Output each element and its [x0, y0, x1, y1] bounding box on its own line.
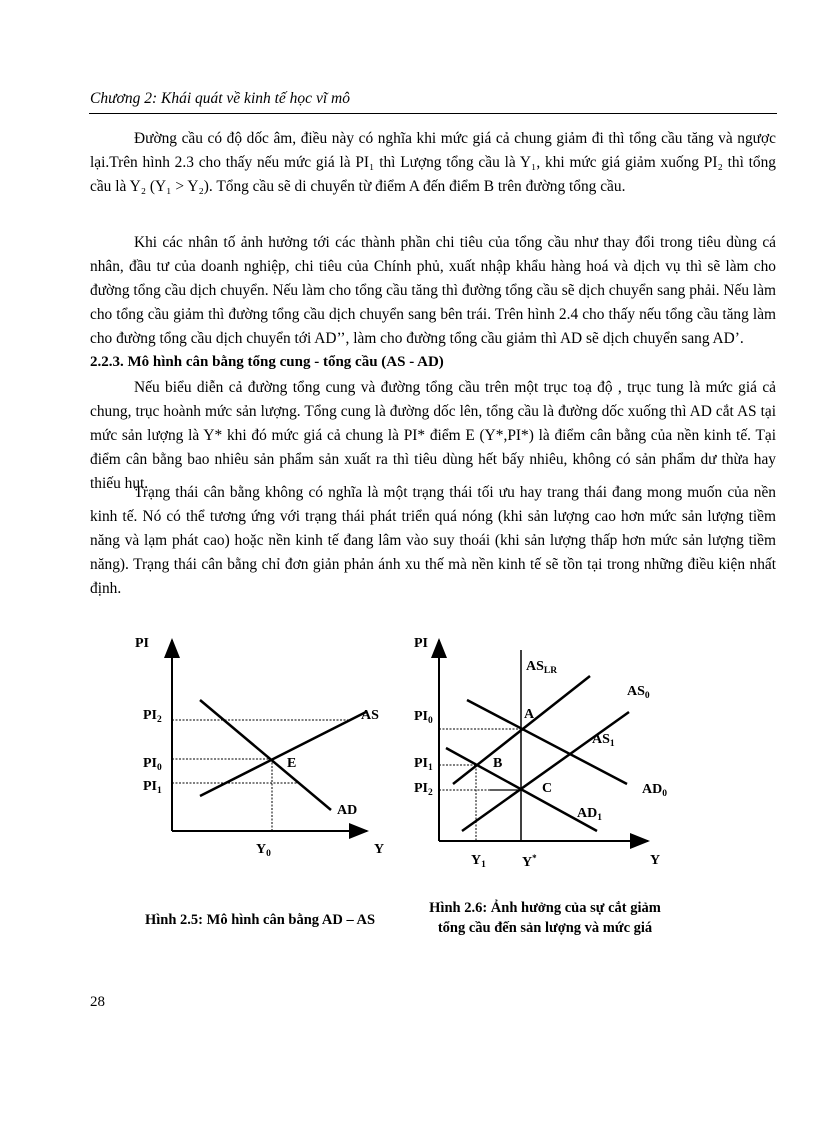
fig1-y-axis-label: PI: [135, 636, 149, 651]
figure1-caption: Hình 2.5: Mô hình cân bằng AD – AS: [145, 912, 376, 928]
fig1-as-curve: [200, 712, 366, 796]
section-heading: 2.2.3. Mô hình cân bằng tổng cung - tổng cầu (AS - AD): [90, 354, 444, 370]
fig2-pi1-label: $PI_1$: [414, 756, 433, 773]
fig1-ad-curve: [200, 700, 331, 810]
fig2-point-c-label: C: [542, 781, 553, 796]
fig1-x-axis-label: Y: [374, 842, 385, 857]
fig2-pi2-label: $PI_2$: [414, 781, 433, 798]
figure2-caption-line1: Hình 2.6: Ảnh hưởng của sự cắt giảm: [429, 900, 661, 916]
fig1-pi0-label: $PI_0$: [143, 756, 162, 773]
fig2-y-axis-label: PI: [414, 636, 428, 651]
fig2-aslr-label: $AS_{LR}$: [526, 659, 558, 676]
fig1-as-label: AS: [361, 708, 379, 723]
paragraph-equilibrium-state: Trạng thái cân bằng không có nghĩa là một trạng thái tối ưu hay trang thái đang mong muốn của nền kinh tế. Nó có thể tương ứng với trạng thái phát triển quá nóng (khi sản lượng cao hơn mức sản lượng tiềm năng và lạm phát cao) hoặc nền kinh tế đang lâm vào suy thoái (khi sản lượng thấp hơn mức sản lượng tiềm năng). Trạng thái cân bằng chỉ đơn giản phản ánh xu thế mà nền kinh tế sẽ tồn tại trong những điều kiện nhất định.: [90, 484, 776, 597]
fig2-y1-label: $Y_1$: [471, 853, 486, 870]
fig2-as1-label: $AS_1$: [592, 732, 615, 749]
fig1-pi2-label: $PI_2$: [143, 708, 162, 725]
page-number: 28: [90, 994, 105, 1010]
fig2-point-a-label: A: [524, 707, 535, 722]
paragraph-aggregate-demand-slope: Đường cầu có độ dốc âm, điều này có nghĩa khi mức giá cả chung giảm đi thì tổng cầu tăng và ngược lại.Trên hình 2.3 cho thấy nếu mức giá là PI₁ thì Lượng tổng cầu là Y₁, khi mức giá giảm xuống PI₂ thì tổng cầu là Y₂ (Y₁ > Y₂). Tổng cầu sẽ di chuyển từ điểm A đến điểm B trên đường tổng cầu.: [90, 130, 776, 195]
fig2-point-b-label: B: [493, 756, 503, 771]
fig2-pi0-label: $PI_0$: [414, 709, 433, 726]
fig2-ad1-label: $AD_1$: [577, 806, 602, 823]
fig2-x-axis-label: Y: [650, 853, 661, 868]
figure2-caption-line2: tổng cầu đến sản lượng và mức giá: [437, 920, 653, 936]
fig2-ystar-label: Y*: [522, 853, 537, 870]
fig1-ad-label: AD: [337, 803, 358, 818]
chapter-header: Chương 2: Khái quát về kinh tế học vĩ mô: [90, 90, 350, 107]
paragraph-demand-shift: Khi các nhân tố ảnh hưởng tới các thành phần chi tiêu của tổng cầu như thay đổi trong tiêu dùng cá nhân, đầu tư của doanh nghiệp, chi tiêu của Chính phủ, xuất nhập khẩu hàng hoá và dịch vụ thì sẽ làm cho đường tổng cầu dịch chuyển. Nếu làm cho tổng cầu tăng thì đường tổng cầu sẽ dịch chuyển sang phải. Nếu làm cho tổng cầu giảm thì đường tổng cầu dịch chuyển sang bên trái. Trên hình 2.4 cho thấy nếu tổng cầu tăng làm cho đường tổng cầu dịch chuyển tới AD’’, làm cho đường tổng cầu giảm thì AD sẽ dịch chuyển sang AD’.: [90, 234, 776, 347]
fig1-pi1-label: $PI_1$: [143, 779, 162, 796]
paragraph-equilibrium: Nếu biểu diễn cả đường tổng cung và đường tổng cầu trên một trục toạ độ , trục tung là mức giá cả chung, trục hoành mức sản lượng. Tổng cung là đường dốc lên, tổng cầu là đường dốc xuống thì AD cắt AS tại mức sản lượng là Y* khi đó mức giá cả chung là PI* điểm E (Y*,PI*) là điểm cân bằng của nền kinh tế. Tại điểm cân bằng bao nhiêu sản phẩm sản xuất ra thì tiêu dùng hết bấy nhiêu, không có sản phẩm dư thừa hay thiếu hụt.: [90, 379, 776, 492]
fig1-e-label: E: [287, 756, 297, 771]
fig2-ad0-label: $AD_0$: [642, 782, 667, 799]
fig1-y0-label: $Y_0$: [256, 842, 271, 859]
fig2-as0-label: $AS_0$: [627, 684, 650, 701]
